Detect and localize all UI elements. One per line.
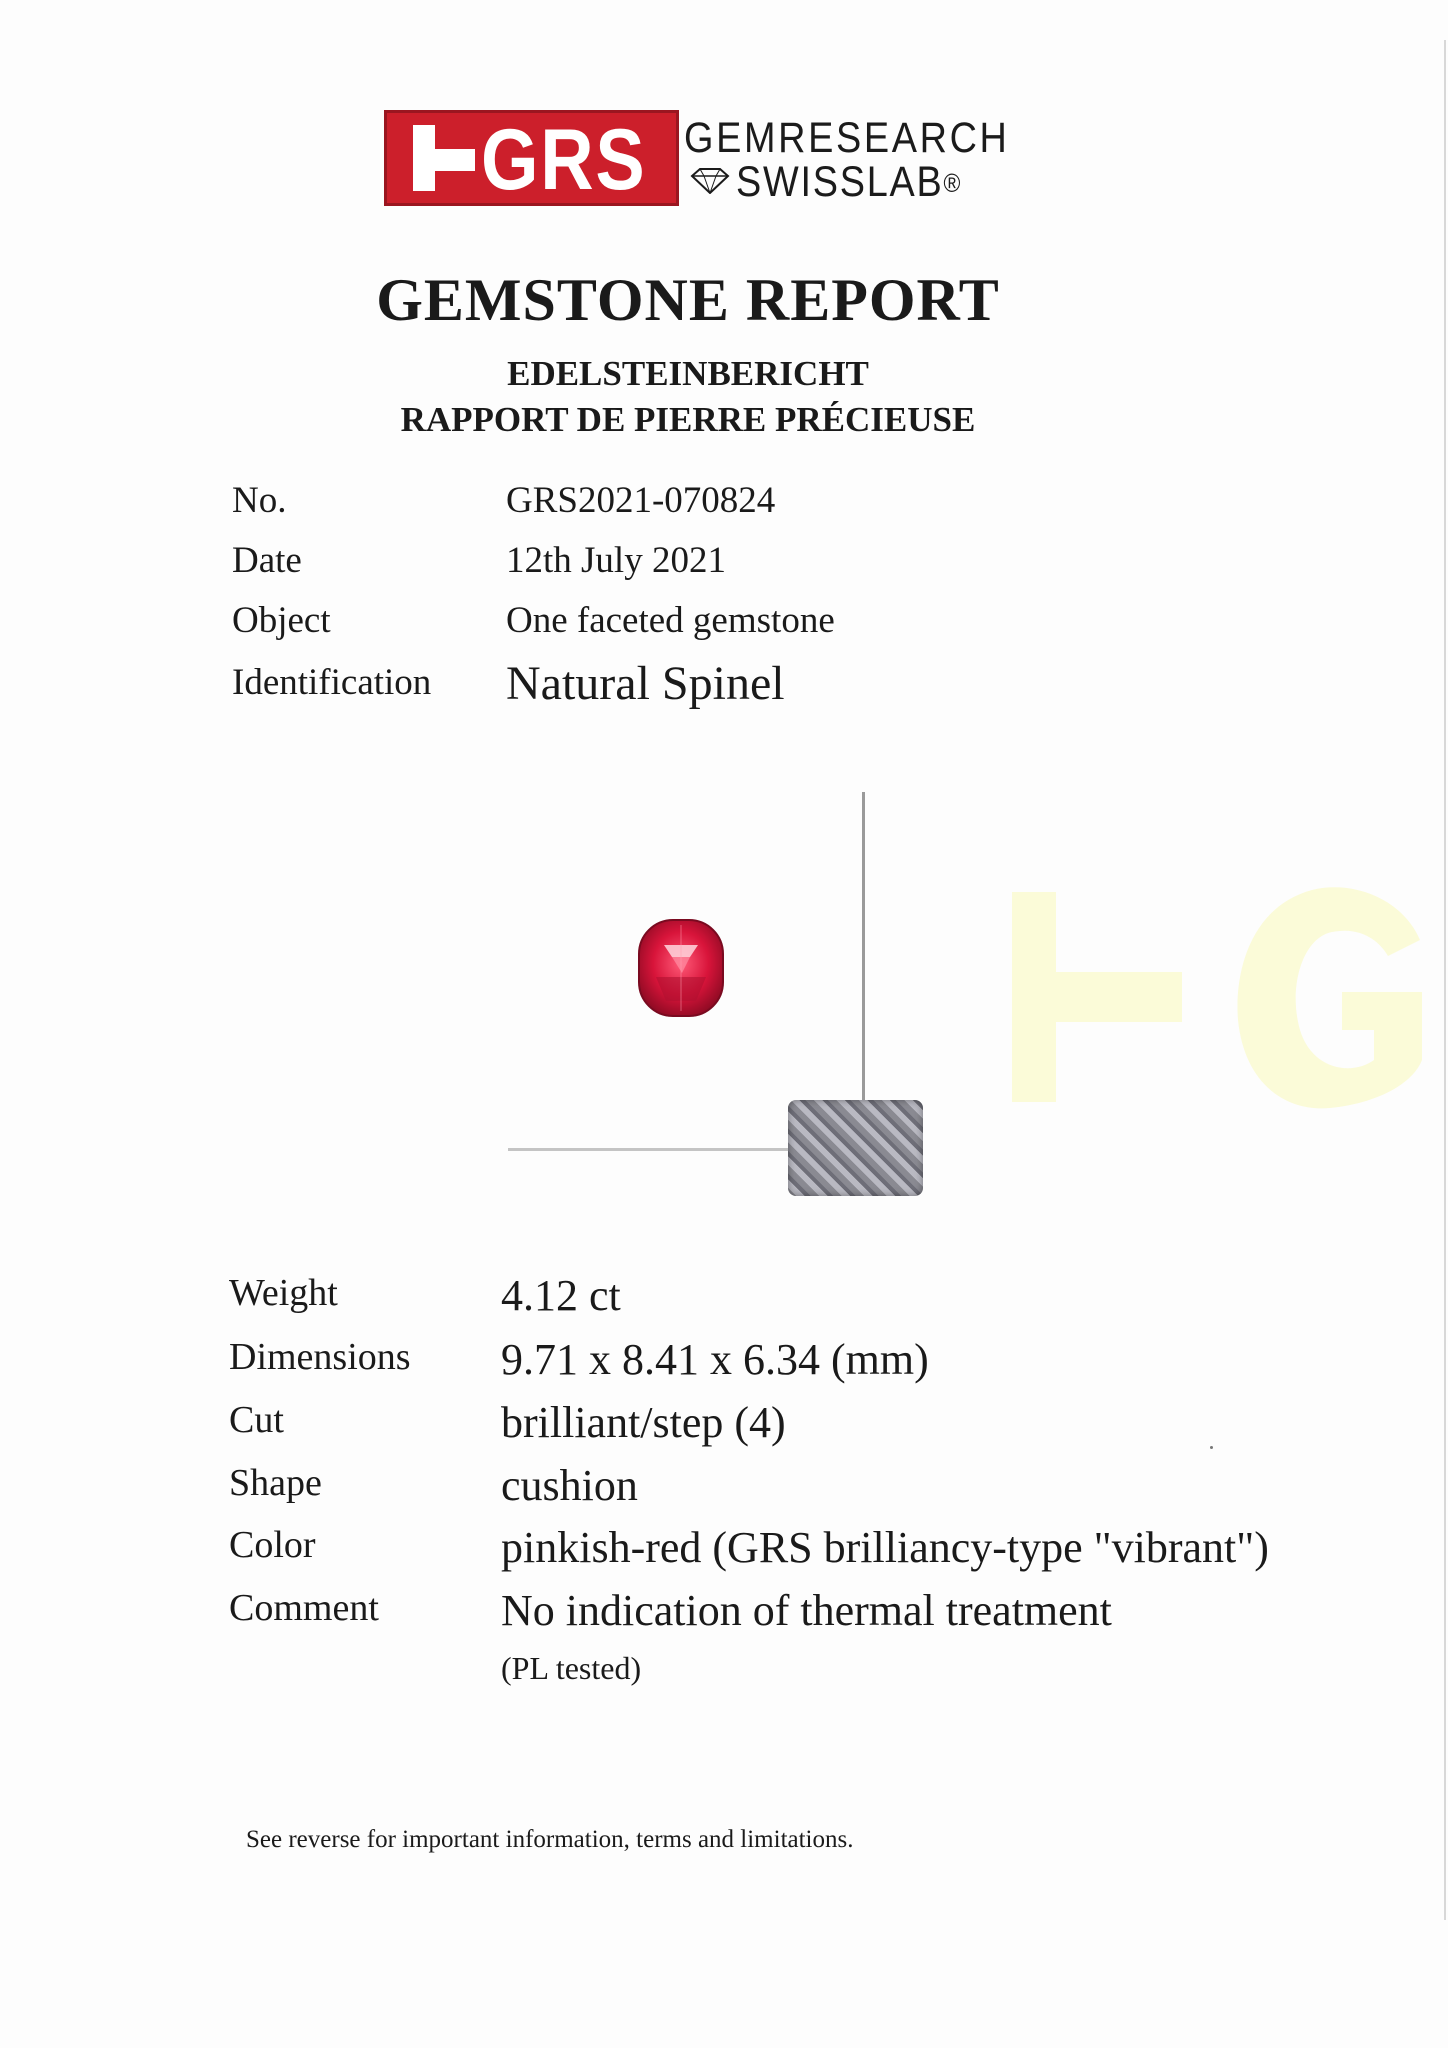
speck [1210,1446,1213,1449]
shape-label: Shape [229,1462,322,1504]
footer-note: See reverse for important information, terms and limitations. [246,1826,854,1853]
crosshair-vertical-line [862,792,865,1152]
crosshair-horizontal-line [508,1148,798,1151]
weight-value: 4.12 ct [501,1271,621,1320]
cut-label: Cut [229,1399,284,1441]
weight-label: Weight [229,1272,338,1314]
no-label: No. [232,480,287,521]
grs-watermark [1012,880,1432,1110]
security-hologram [788,1100,923,1196]
grs-logo [384,110,1010,208]
shape-value: cushion [501,1461,638,1510]
color-label: Color [229,1524,316,1566]
comment-value: No indication of thermal treatment [501,1586,1112,1635]
date-label: Date [232,540,302,581]
report-subtitle-de: EDELSTEINBERICHT [507,354,869,393]
color-value: pinkish-red (GRS brilliancy-type "vibrant") [501,1523,1269,1572]
cut-value: brilliant/step (4) [501,1398,786,1447]
comment-label: Comment [229,1587,379,1629]
report-title: GEMSTONE REPORT [376,267,1000,333]
page-edge [1444,40,1446,1920]
grs-logo-badge [384,110,679,206]
dimensions-label: Dimensions [229,1336,411,1378]
object-value: One faceted gemstone [506,600,835,641]
object-label: Object [232,600,331,641]
gemstone-photo [636,917,726,1019]
logo-swisslab: SWISSLAB® [736,158,961,206]
grs-logo-text: GRS [481,112,647,208]
date-value: 12th July 2021 [506,540,726,581]
comment-note: (PL tested) [501,1650,642,1686]
identification-value: Natural Spinel [506,657,785,710]
logo-gemresearch: GEMRESEARCH [684,114,1010,162]
identification-label: Identification [232,662,432,703]
no-value: GRS2021-070824 [506,480,776,521]
diamond-icon [690,168,730,194]
report-subtitle-fr: RAPPORT DE PIERRE PRÉCIEUSE [400,400,976,439]
dimensions-value: 9.71 x 8.41 x 6.34 (mm) [501,1335,929,1384]
